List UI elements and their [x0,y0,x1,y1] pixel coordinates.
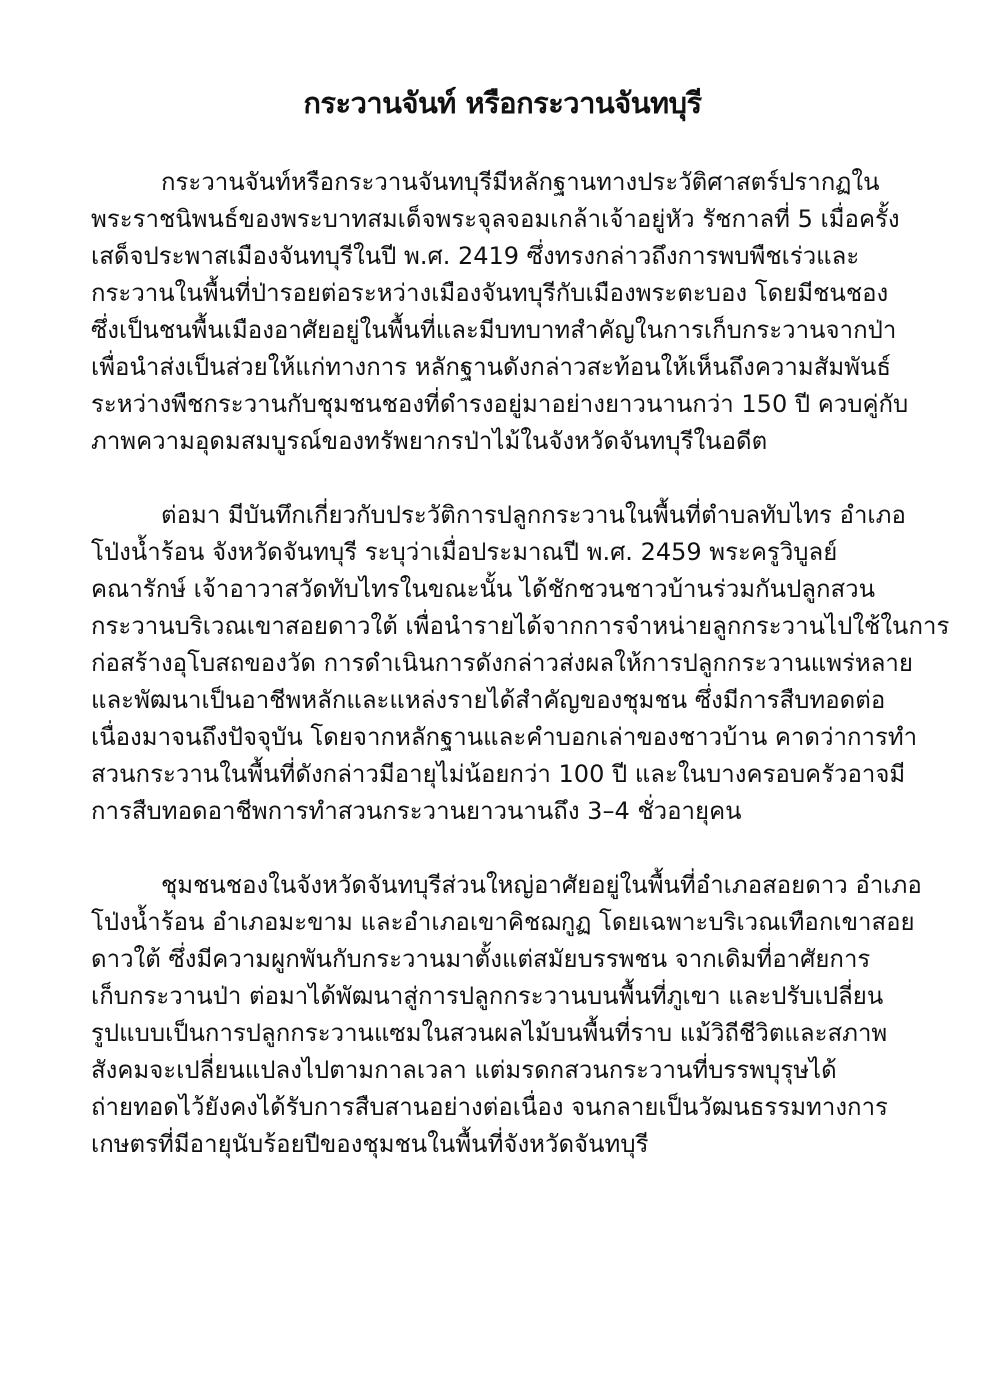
text-line: เกษตรที่มีอายุนับร้อยปีของชุมชนในพื้นที่จังหวัดจันทบุรี [91,1130,649,1158]
paragraph-1 [91,164,954,460]
paragraph-2 [91,497,954,830]
document-title: กระวานจันท์ หรือกระวานจันทบุรี [303,86,702,120]
text-line: สวนกระวานในพื้นที่ดังกล่าวมีอายุไม่น้อยกว่า 100 ปี และในบางครอบครัวอาจมี [91,760,906,788]
text-line: รูปแบบเป็นการปลูกกระวานแซมในสวนผลไม้บนพื้นที่ราบ แม้วิถีชีวิตและสภาพ [91,1019,888,1047]
text-line: โป่งน้ำร้อน จังหวัดจันทบุรี ระบุว่าเมื่อประมาณปี พ.ศ. 2459 พระครูวิบูลย์ [91,538,838,566]
text-line: เสด็จประพาสเมืองจันทบุรีในปี พ.ศ. 2419 ซึ่งทรงกล่าวถึงการพบพืชเร่วและ [91,242,860,270]
text-line: ระหว่างพืชกระวานกับชุมชนชองที่ดำรงอยู่มาอย่างยาวนานกว่า 150 ปี ควบคู่กับ [91,390,909,418]
text-line: พระราชนิพนธ์ของพระบาทสมเด็จพระจุลจอมเกล้าเจ้าอยู่หัว รัชกาลที่ 5 เมื่อครั้ง [91,205,900,233]
text-line: กระวานในพื้นที่ป่ารอยต่อระหว่างเมืองจันทบุรีกับเมืองพระตะบอง โดยมีชนชอง [91,279,889,307]
text-line: เนื่องมาจนถึงปัจจุบัน โดยจากหลักฐานและคำบอกเล่าของชาวบ้าน คาดว่าการทำ [91,723,918,751]
text-line: กระวานจันท์หรือกระวานจันทบุรีมีหลักฐานทางประวัติศาสตร์ปรากฏใน [161,168,880,196]
text-line: กระวานบริเวณเขาสอยดาวใต้ เพื่อนำรายได้จากการจำหน่ายลูกกระวานไปใช้ในการ [91,612,950,640]
paragraph-3 [91,867,954,1163]
text-line: เพื่อนำส่งเป็นส่วยให้แก่ทางการ หลักฐานดังกล่าวสะท้อนให้เห็นถึงความสัมพันธ์ [91,353,892,381]
text-line: ซึ่งเป็นชนพื้นเมืองอาศัยอยู่ในพื้นที่และมีบทบาทสำคัญในการเก็บกระวานจากป่า [91,316,897,344]
paragraph-spacer [91,460,954,497]
text-line: ถ่ายทอดไว้ยังคงได้รับการสืบสานอย่างต่อเนื่อง จนกลายเป็นวัฒนธรรมทางการ [91,1093,888,1121]
text-line: โป่งน้ำร้อน อำเภอมะขาม และอำเภอเขาคิชฌกูฏ โดยเฉพาะบริเวณเทือกเขาสอย [91,908,915,936]
text-line: และพัฒนาเป็นอาชีพหลักและแหล่งรายได้สำคัญของชุมชน ซึ่งมีการสืบทอดต่อ [91,686,886,714]
text-line: ชุมชนชองในจังหวัดจันทบุรีส่วนใหญ่อาศัยอยู่ในพื้นที่อำเภอสอยดาว อำเภอ [161,871,922,899]
text-line: การสืบทอดอาชีพการทำสวนกระวานยาวนานถึง 3–4 ชั่วอายุคน [91,797,742,825]
paragraph-spacer [91,830,954,867]
text-line: ดาวใต้ ซึ่งมีความผูกพันกับกระวานมาตั้งแต่สมัยบรรพชน จากเดิมที่อาศัยการ [91,945,871,973]
text-line: คณารักษ์ เจ้าอาวาสวัดทับไทรในขณะนั้น ได้ชักชวนชาวบ้านร่วมกันปลูกสวน [91,575,876,603]
text-line: เก็บกระวานป่า ต่อมาได้พัฒนาสู่การปลูกกระวานบนพื้นที่ภูเขา และปรับเปลี่ยน [91,982,884,1010]
text-line: ก่อสร้างอุโบสถของวัด การดำเนินการดังกล่าวส่งผลให้การปลูกกระวานแพร่หลาย [91,649,913,677]
text-line: ต่อมา มีบันทึกเกี่ยวกับประวัติการปลูกกระวานในพื้นที่ตำบลทับไทร อำเภอ [161,501,906,529]
text-line: สังคมจะเปลี่ยนแปลงไปตามกาลเวลา แต่มรดกสวนกระวานที่บรรพบุรุษได้ [91,1056,837,1084]
text-line: ภาพความอุดมสมบูรณ์ของทรัพยากรป่าไม้ในจังหวัดจันทบุรีในอดีต [91,427,768,455]
